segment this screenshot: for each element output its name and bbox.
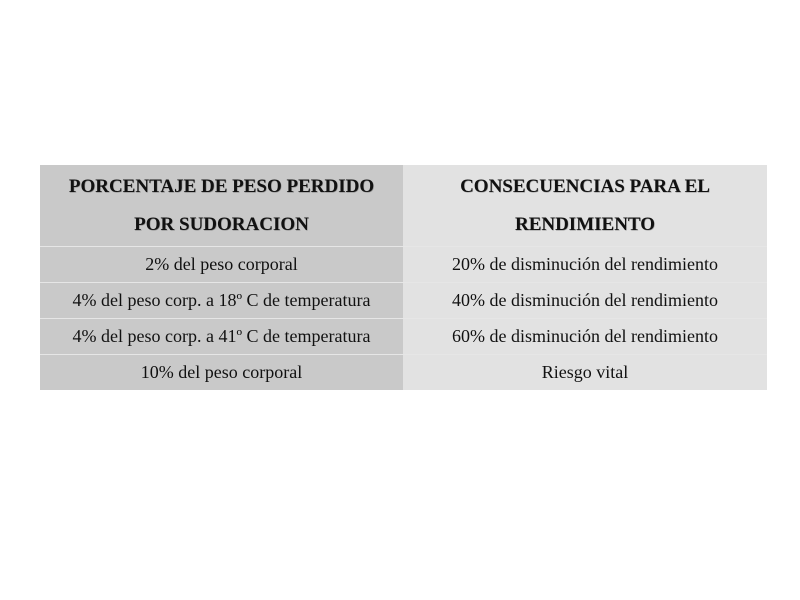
header-row <box>40 165 767 247</box>
cell-consequence: 40% de disminución del rendimiento <box>403 283 767 319</box>
table-row <box>40 247 767 283</box>
header-consequences: CONSECUENCIAS PARA EL RENDIMIENTO <box>403 165 767 247</box>
cell-weight-lost: 2% del peso corporal <box>40 247 403 283</box>
cell-weight-lost: 4% del peso corp. a 18º C de temperatura <box>40 283 403 319</box>
sweat-loss-table <box>40 165 767 390</box>
cell-consequence: 20% de disminución del rendimiento <box>403 247 767 283</box>
table-row <box>40 355 767 391</box>
table-row <box>40 319 767 355</box>
table-body <box>40 247 767 391</box>
header-weight-lost: PORCENTAJE DE PESO PERDIDO POR SUDORACION <box>40 165 403 247</box>
cell-consequence: 60% de disminución del rendimiento <box>403 319 767 355</box>
cell-weight-lost: 10% del peso corporal <box>40 355 403 391</box>
cell-consequence: Riesgo vital <box>403 355 767 391</box>
table-header <box>40 165 767 247</box>
cell-weight-lost: 4% del peso corp. a 41º C de temperatura <box>40 319 403 355</box>
table-row <box>40 283 767 319</box>
